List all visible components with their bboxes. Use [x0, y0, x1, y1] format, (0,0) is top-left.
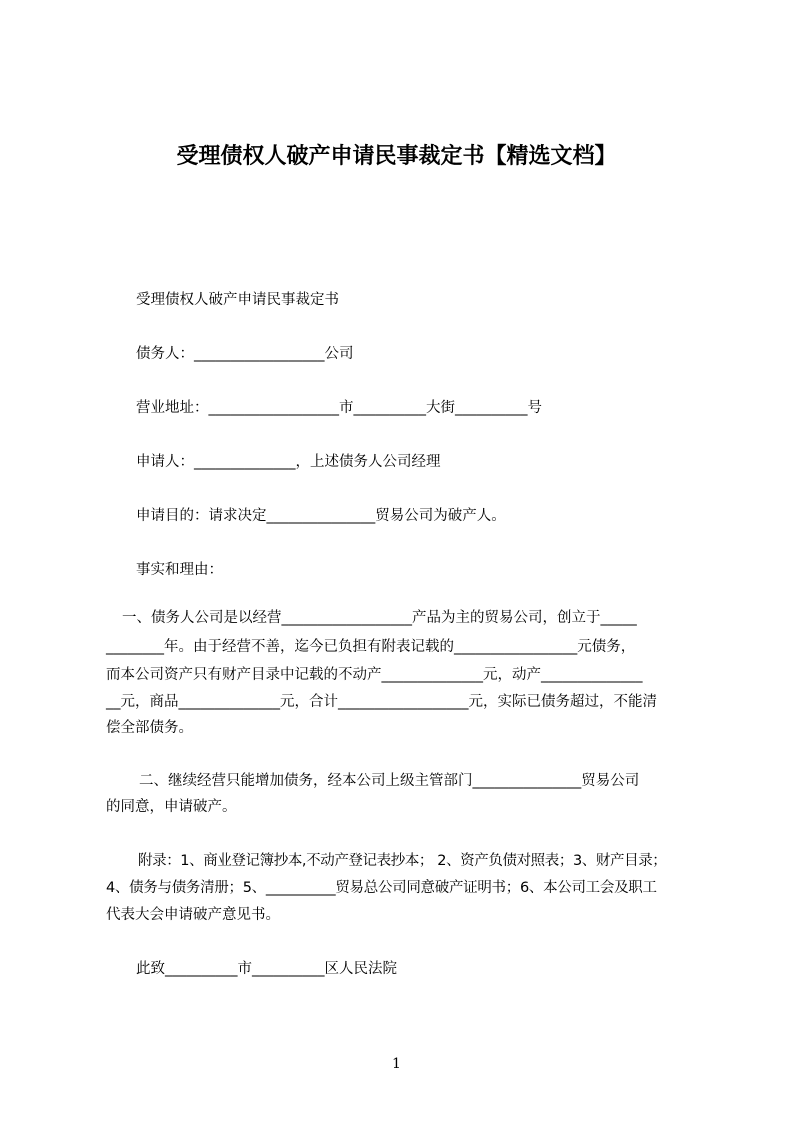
appendix-line: 代表大会申请破产意见书。: [106, 907, 280, 923]
closing-line: 此致__________市__________区人民法院: [136, 961, 397, 977]
appendix-line: 4、债务与债务清册；5、__________贸易总公司同意破产证明书；6、本公司工会及职工: [106, 880, 657, 896]
applicant-line: 申请人：______________，上述债务人公司经理: [136, 454, 441, 470]
para2-line: 的同意，申请破产。: [106, 799, 237, 815]
para2-line: 二、继续经营只能增加债务，经本公司上级主管部门_______________贸易公司: [139, 773, 640, 789]
facts-heading: 事实和理由：: [136, 562, 223, 578]
para1-line: __元，商品______________元，合计__________________元，实际已债务超过，不能清: [106, 694, 657, 710]
document-subtitle: 受理债权人破产申请民事裁定书: [136, 292, 339, 308]
purpose-line: 申请目的：请求决定_______________贸易公司为破产人。: [136, 508, 506, 524]
para1-line: 一、债务人公司是以经营__________________产品为主的贸易公司，创立于_____: [122, 610, 637, 626]
debtor-line: 债务人：__________________公司: [136, 346, 354, 362]
para1-line: 偿全部债务。: [106, 720, 193, 736]
appendix-line: 附录：1、商业登记簿抄本,不动产登记表抄本； 2、资产负债对照表；3、财产目录；: [138, 853, 667, 869]
para1-line: 而本公司资产只有财产目录中记载的不动产______________元，动产______________: [106, 667, 643, 683]
para1-line: ________年。由于经营不善，迄今已负担有附表记载的_________________元债务，: [106, 639, 636, 655]
document-title: 受理债权人破产申请民事裁定书【精选文档】: [176, 144, 617, 169]
page-number: 1: [392, 1056, 401, 1072]
address-line: 营业地址：__________________市__________大街__________号: [136, 400, 542, 416]
